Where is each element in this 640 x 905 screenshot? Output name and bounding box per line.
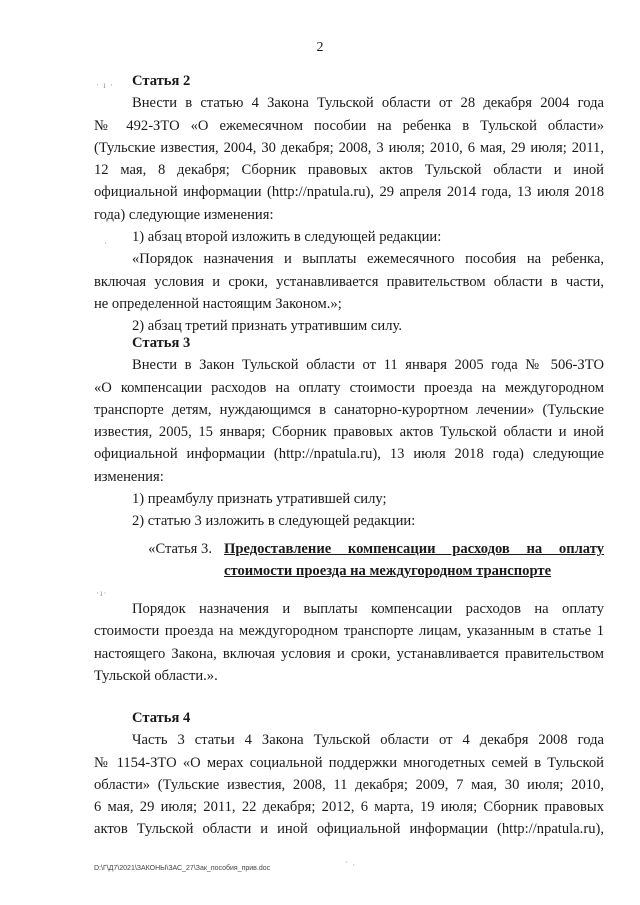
scan-speck: ˋ · — [345, 860, 357, 870]
quote-line: включая условия и сроки, устанавливается правительством области в части, — [94, 273, 604, 290]
text-line: 6 мая, 29 июля; 2011, 22 декабря; 2012, 6 марта, 19 июля; Сборник правовых — [94, 799, 604, 816]
text-line: № 492-ЗТО «О ежемесячном пособии на ребенка в Тульской области» — [94, 117, 604, 134]
text-line: настоящего Закона, включая условия и сроки, устанавливается правительством — [94, 645, 604, 662]
list-item: 2) абзац третий признать утратившим силу. — [132, 318, 402, 335]
article-2-heading: Статья 2 — [132, 73, 191, 89]
text-line: «О компенсации расходов на оплату стоимости проезда на междугородном — [94, 379, 604, 396]
text-line: транспорте детям, нуждающимся в санаторно-курортном лечении» (Тульские — [94, 401, 604, 418]
scan-speck: · ı · — [96, 80, 114, 90]
scan-speck: · — [104, 238, 108, 248]
text-line: 12 мая, 8 декабря; Сборник правовых актов Тульской области и иной — [94, 162, 604, 179]
quote-line: «Порядок назначения и выплаты ежемесячного пособия на ребенка, — [132, 251, 604, 268]
text-line: Часть 3 статьи 4 Закона Тульской области от 4 декабря 2008 года — [132, 732, 604, 749]
article-3 — [94, 332, 604, 533]
page-number: 2 — [316, 40, 324, 55]
text-line: официальной информации (http://npatula.ru), 13 июля 2018 года) следующие — [94, 446, 604, 463]
text-line: № 1154-ЗТО «О мерах социальной поддержки многодетных семей в Тульской — [94, 754, 604, 771]
text-line: изменения: — [94, 468, 164, 485]
text-line: Внести в Закон Тульской области от 11 января 2005 года № 506-ЗТО — [132, 357, 604, 374]
footer-file-path: D:\Г\Д7\2021\ЗАКОНЫ\ЗАС_27\Зак_пособия_прив.doc — [94, 865, 271, 872]
text-line: Тульской области.». — [94, 667, 218, 684]
new-article-title-line-1: Предоставление компенсации расходов на оплату — [224, 541, 604, 557]
text-line: года) следующие изменения: — [94, 206, 274, 223]
text-line: актов Тульской области и иной официальной информации (http://npatula.ru), — [94, 821, 604, 838]
text-line: официальной информации (http://npatula.ru), 29 апреля 2014 года, 13 июля 2018 — [94, 184, 604, 201]
list-item: 1) абзац второй изложить в следующей редакции: — [132, 229, 442, 246]
scan-speck: ·ı· — [96, 588, 108, 598]
text-line: (Тульские известия, 2004, 30 декабря; 2008, 3 июля; 2010, 6 мая, 29 июля; 2011, — [94, 139, 604, 156]
text-line: Внести в статью 4 Закона Тульской области от 28 декабря 2004 года — [132, 95, 604, 112]
text-line: известия, 2005, 15 января; Сборник правовых актов Тульской области и иной — [94, 424, 604, 441]
list-item: 1) преамбулу признать утратившей силу; — [132, 491, 387, 508]
quote-line: не определенной настоящим Законом.»; — [94, 295, 342, 312]
new-article-prefix: «Статья 3. — [148, 541, 212, 557]
list-item: 2) статью 3 изложить в следующей редакции: — [132, 513, 416, 530]
new-article-3-body — [94, 598, 604, 687]
new-article-title-line-2: стоимости проезда на междугородном транспорте — [224, 563, 552, 579]
text-line: стоимости проезда на междугородном транспорте лицам, указанным в статье 1 — [94, 623, 604, 640]
text-line: Порядок назначения и выплаты компенсации расходов на оплату — [132, 601, 604, 617]
new-article-3-title — [94, 538, 604, 582]
article-4-heading: Статья 4 — [132, 710, 191, 726]
article-3-heading: Статья 3 — [132, 335, 191, 351]
article-4 — [94, 707, 604, 841]
article-2 — [94, 70, 604, 338]
text-line: области» (Тульские известия, 2008, 11 декабря; 2009, 7 мая, 30 июля; 2010, — [94, 776, 604, 793]
